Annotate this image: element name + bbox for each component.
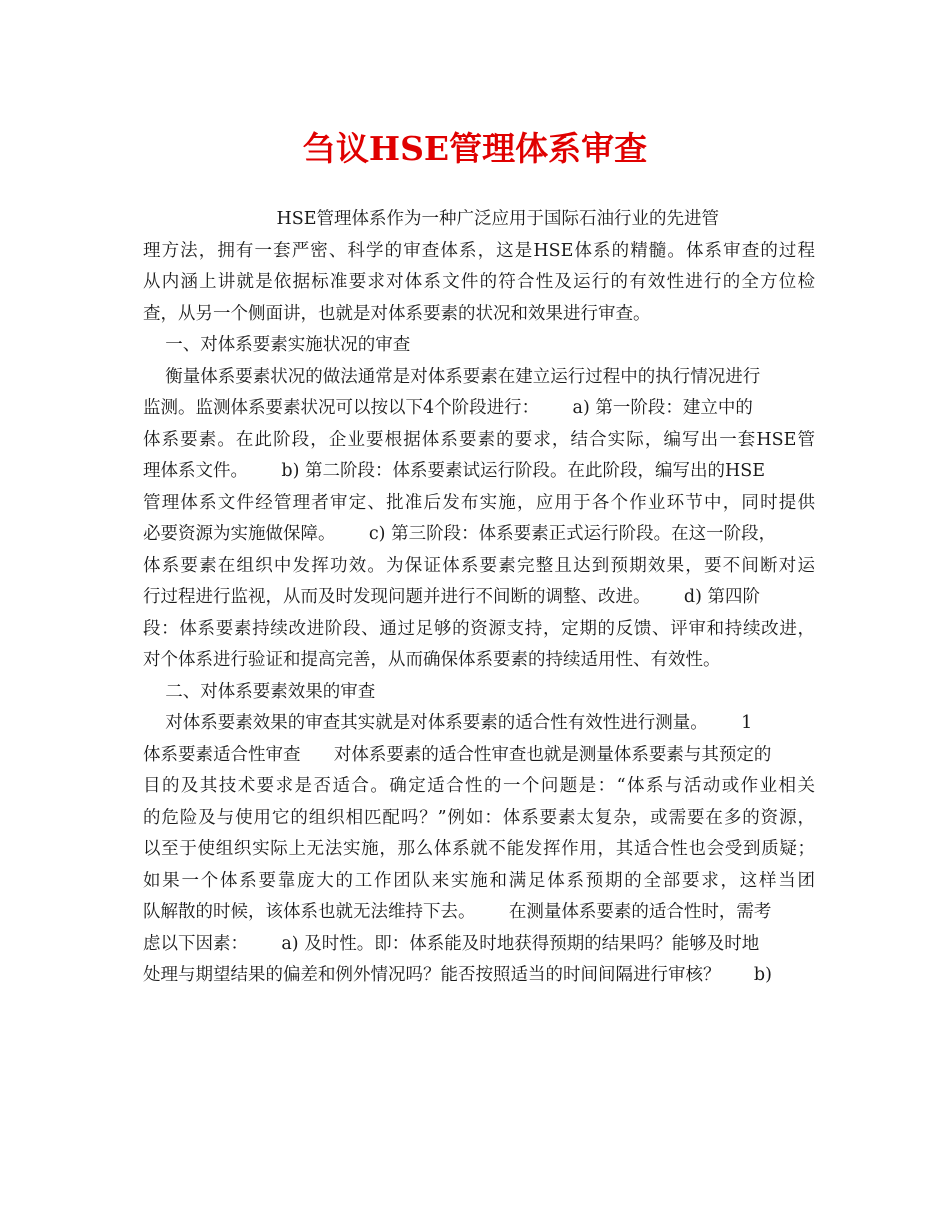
text-line: 虑以下因素： a) 及时性。即：体系能及时地获得预期的结果吗？能够及时地 <box>143 933 760 954</box>
text-line: 队解散的时候，该体系也就无法维持下去。 在测量体系要素的适合性时，需考 <box>143 902 772 922</box>
text-line: 的危险及与使用它的组织相匹配吗？”例如：体系要素太复杂，或需要在多的资源， <box>143 807 815 828</box>
text-line: 管理体系文件经管理者审定、批准后发布实施，应用于各个作业环节中，同时提供 <box>143 492 815 513</box>
text-line: 必要资源为实施做保障。 c) 第三阶段：体系要素正式运行阶段。在这一阶段， <box>143 524 777 544</box>
text-line: 体系要素。在此阶段，企业要根据体系要素的要求，结合实际，编写出一套HSE管 <box>143 429 815 450</box>
text-line: 段：体系要素持续改进阶段、通过足够的资源支持，定期的反馈、评审和持续改进， <box>143 618 815 639</box>
text-line: 对体系要素效果的审查其实就是对体系要素的适合性有效性进行测量。 1 <box>143 713 753 733</box>
text-line: 如果一个体系要靠庞大的工作团队来实施和满足体系预期的全部要求，这样当团 <box>143 870 815 891</box>
text-line: 从内涵上讲就是依据标准要求对体系文件的符合性及运行的有效性进行的全方位检 <box>143 272 815 292</box>
text-line: 二、对体系要素效果的审查 <box>143 681 376 702</box>
text-line: 行过程进行监视，从而及时发现问题并进行不间断的调整、改进。 d) 第四阶 <box>143 587 760 607</box>
text-line: 对个体系进行验证和提高完善，从而确保体系要素的持续适用性、有效性。 <box>143 650 721 670</box>
text-line: 理体系文件。 b) 第二阶段：体系要素试运行阶段。在此阶段，编写出的HSE <box>143 461 765 481</box>
text-line: 目的及其技术要求是否适合。确定适合性的一个问题是：“体系与活动或作业相关 <box>143 776 815 796</box>
text-line: 监测。监测体系要素状况可以按以下4个阶段进行： a) 第一阶段：建立中的 <box>143 398 753 418</box>
text-line: 一、对体系要素实施状况的审查 <box>143 335 411 355</box>
text-line: 处理与期望结果的偏差和例外情况吗？能否按照适当的时间间隔进行审核？ b) <box>143 965 772 985</box>
text-line: 查，从另一个侧面讲，也就是对体系要素的状况和效果进行审查。 <box>143 303 651 324</box>
text-line: 理方法，拥有一套严密、科学的审查体系，这是HSE体系的精髓。体系审查的过程 <box>143 240 815 261</box>
text-line: 体系要素在组织中发挥功效。为保证体系要素完整且达到预期效果，要不间断对运 <box>143 555 815 576</box>
text-line: HSE管理体系作为一种广泛应用于国际石油行业的先进管 <box>143 209 720 229</box>
text-line: 以至于使组织实际上无法实施，那么体系就不能发挥作用，其适合性也会受到质疑； <box>143 839 815 859</box>
text-line: 衡量体系要素状况的做法通常是对体系要素在建立运行过程中的执行情况进行 <box>143 366 761 387</box>
page-title: 刍议HSE管理体系审查 <box>302 129 648 168</box>
body-text <box>143 204 815 992</box>
text-line: 体系要素适合性审查 对体系要素的适合性审查也就是测量体系要素与其预定的 <box>143 744 772 765</box>
